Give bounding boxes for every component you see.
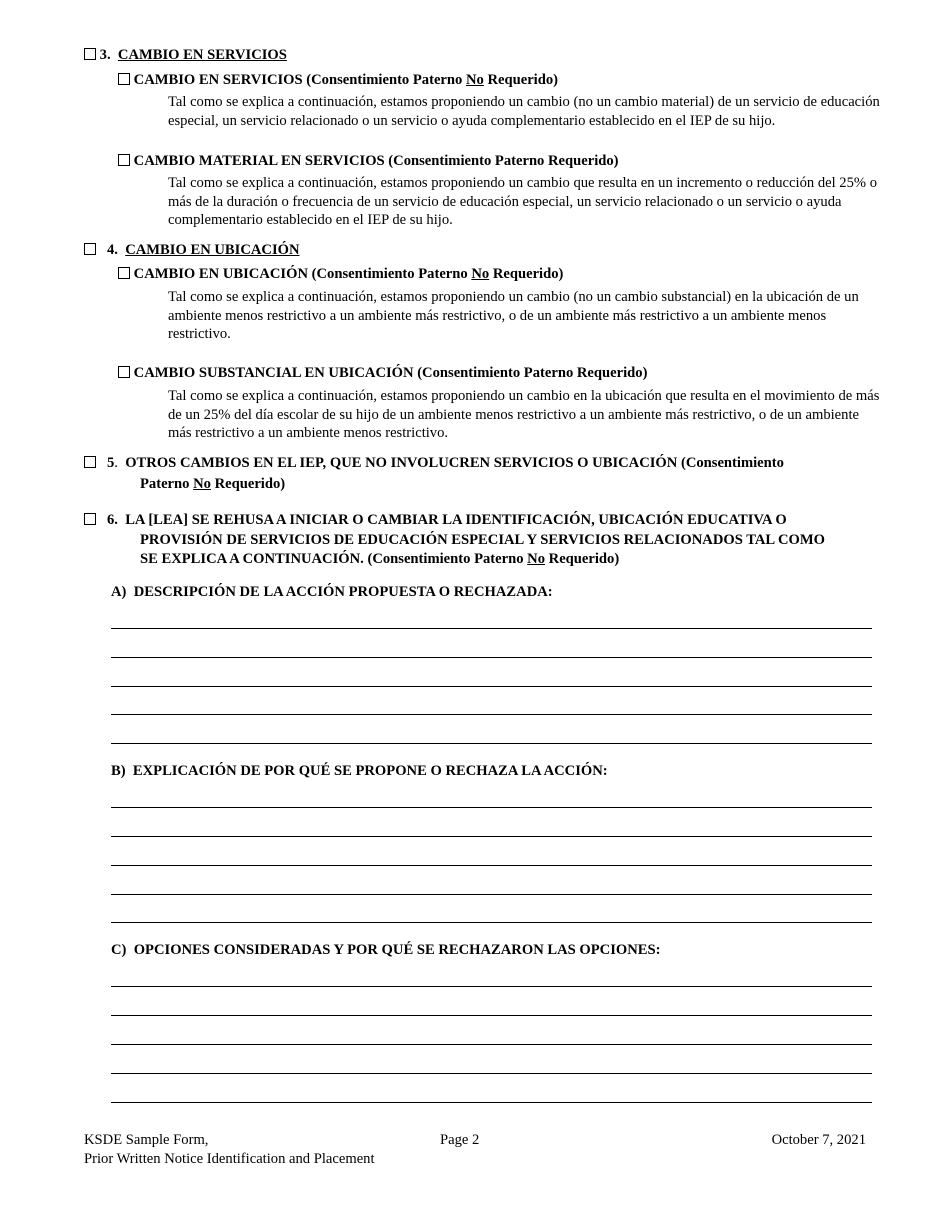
section-4-option-1-checkbox[interactable]: [118, 267, 130, 279]
section-4-option-2-text: Tal como se explica a continuación, estamos proponiendo un cambio en la ubicación que resulta en el movimiento de más de un 25% del día escolar de su hijo de un ambiente menos restrictivo a un ambiente más restrictivo, o de un ambiente más restrictivo a un ambiente menos restrictivo.: [168, 388, 880, 442]
section-6-line-3-start: SE EXPLICA A CONTINUACIÓN. (Consentimiento Paterno: [140, 551, 528, 567]
part-a-answer-line-4[interactable]: [111, 714, 872, 715]
part-c-answer-line-1[interactable]: [111, 986, 872, 987]
section-3-option-1-checkbox[interactable]: [118, 73, 130, 85]
part-c-answer-line-4[interactable]: [111, 1073, 872, 1074]
part-c-answer-line-2[interactable]: [111, 1015, 872, 1016]
section-3-option-1-label-end: Requerido): [483, 72, 559, 88]
part-b-answer-line-4[interactable]: [111, 894, 872, 895]
part-c-answer-line-5[interactable]: [111, 1102, 872, 1103]
section-5-line-1: OTROS CAMBIOS EN EL IEP, QUE NO INVOLUCREN SERVICIOS O UBICACIÓN (Consentimiento: [125, 455, 784, 471]
part-a-answer-line-2[interactable]: [111, 657, 872, 658]
no-emphasis: No: [527, 551, 546, 567]
section-3-option-2-text: Tal como se explica a continuación, estamos proponiendo un cambio que resulta en un incremento o reducción del 25% o más de la duración o frecuencia de un servicio de educación especial, un servicio relacionado o un servicio o ayuda complementario establecido en el IEP de su hijo.: [168, 175, 877, 229]
part-c-answer-line-3[interactable]: [111, 1044, 872, 1045]
part-c-title: OPCIONES CONSIDERADAS Y POR QUÉ SE RECHAZARON LAS OPCIONES:: [133, 942, 661, 958]
section-4-title: CAMBIO EN UBICACIÓN: [125, 242, 300, 258]
section-4-option-2-label: CAMBIO SUBSTANCIAL EN UBICACIÓN (Consentimiento Paterno Requerido): [133, 365, 648, 381]
section-3-heading: [84, 46, 287, 65]
section-6-heading: [84, 511, 787, 530]
section-3-checkbox[interactable]: [84, 48, 96, 60]
part-a-answer-line-3[interactable]: [111, 686, 872, 687]
section-4-option-1-text: Tal como se explica a continuación, estamos proponiendo un cambio (no un cambio substancial) en la ubicación de un ambiente menos restrictivo a un ambiente más restrictivo, o de un ambiente más restrictivo a un ambiente menos restrictivo.: [168, 289, 859, 343]
section-3-number: 3.: [99, 47, 111, 63]
footer-date: October 7, 2021: [771, 1132, 866, 1148]
section-3-option-2-heading: [118, 152, 619, 171]
no-emphasis: No: [193, 476, 211, 492]
footer-form-name: KSDE Sample Form,: [84, 1132, 209, 1148]
part-b-answer-line-3[interactable]: [111, 865, 872, 866]
part-c-heading: [111, 941, 661, 960]
part-b-answer-line-5[interactable]: [111, 922, 872, 923]
section-5-dot: .: [114, 455, 118, 471]
section-4-option-1-label: CAMBIO EN UBICACIÓN (Consentimiento Paterno: [133, 266, 472, 282]
part-b-label: B): [111, 763, 126, 779]
section-3-option-1-label: CAMBIO EN SERVICIOS (Consentimiento Paterno: [133, 72, 466, 88]
section-5-line-2: [140, 475, 285, 494]
part-a-answer-line-5[interactable]: [111, 743, 872, 744]
section-3-option-1-heading: [118, 71, 558, 90]
section-6-line-2: PROVISIÓN DE SERVICIOS DE EDUCACIÓN ESPECIAL Y SERVICIOS RELACIONADOS TAL COMO: [140, 532, 826, 548]
section-6-checkbox[interactable]: [84, 513, 96, 525]
part-c-label: C): [111, 942, 127, 958]
part-b-answer-line-1[interactable]: [111, 807, 872, 808]
part-b-heading: [111, 762, 608, 781]
no-emphasis: No: [465, 72, 484, 88]
part-a-title: DESCRIPCIÓN DE LA ACCIÓN PROPUESTA O RECHAZADA:: [133, 584, 553, 600]
section-6-line-1: LA [LEA] SE REHUSA A INICIAR O CAMBIAR LA IDENTIFICACIÓN, UBICACIÓN EDUCATIVA O: [125, 512, 787, 528]
section-3-option-2-checkbox[interactable]: [118, 154, 130, 166]
section-5-line-2-start: Paterno: [140, 476, 194, 492]
section-4-option-1-label-end: Requerido): [489, 266, 564, 282]
section-6-line-3: [140, 550, 619, 569]
section-4-option-2-checkbox[interactable]: [118, 366, 130, 378]
part-a-heading: [111, 583, 553, 602]
section-3-option-1-text: Tal como se explica a continuación, estamos proponiendo un cambio (no un cambio material) de un servicio de educación especial, un servicio relacionado o un servicio o ayuda complementario establecido en el IEP de su hijo.: [168, 94, 880, 129]
section-5-line-2-end: Requerido): [210, 476, 286, 492]
section-3-option-2-label: CAMBIO MATERIAL EN SERVICIOS (Consentimiento Paterno Requerido): [133, 153, 619, 169]
part-b-title: EXPLICACIÓN DE POR QUÉ SE PROPONE O RECHAZA LA ACCIÓN:: [132, 763, 608, 779]
part-b-answer-line-2[interactable]: [111, 836, 872, 837]
section-5-number: 5: [106, 455, 115, 471]
section-4-option-1-heading: [118, 265, 563, 284]
section-4-number: 4.: [106, 242, 118, 258]
part-a-answer-line-1[interactable]: [111, 628, 872, 629]
section-4-checkbox[interactable]: [84, 243, 96, 255]
section-4-heading: [84, 241, 300, 260]
section-3-title: CAMBIO EN SERVICIOS: [117, 47, 287, 63]
section-5-checkbox[interactable]: [84, 456, 96, 468]
part-a-label: A): [111, 584, 127, 600]
no-emphasis: No: [471, 266, 490, 282]
section-6-line-3-end: Requerido): [545, 551, 620, 567]
footer-form-title: Prior Written Notice Identification and Placement: [84, 1151, 375, 1167]
footer-page-number: Page 2: [440, 1132, 480, 1148]
section-5-heading: [84, 454, 784, 473]
section-6-number: 6.: [106, 512, 118, 528]
section-4-option-2-heading: [118, 364, 647, 383]
